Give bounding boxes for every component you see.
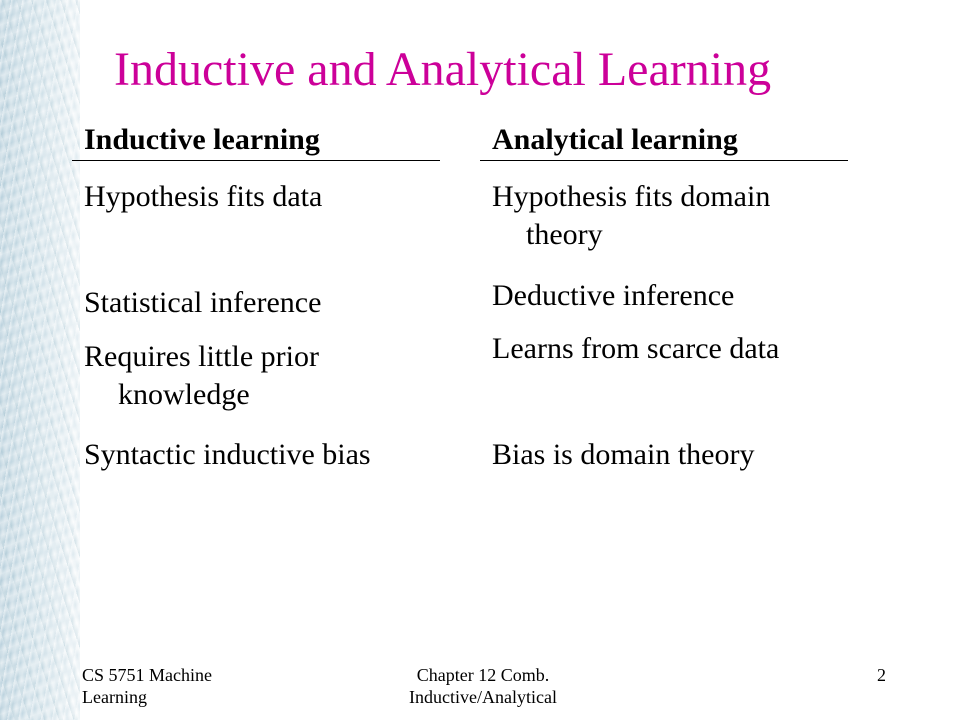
left-item-bias [72, 436, 371, 474]
left-item-statistical [72, 284, 321, 322]
right-item-hypothesis-text: Hypothesis fits domain [492, 180, 771, 213]
right-item-deductive-text: Deductive inference [492, 279, 735, 312]
slide-title: Inductive and Analytical Learning [114, 43, 772, 96]
footer-page-number: 2 [877, 665, 886, 685]
left-item-hypothesis-text: Hypothesis fits data [84, 180, 323, 213]
right-item-scarce [480, 330, 779, 368]
right-item-hypothesis-continuation: theory [526, 218, 603, 251]
right-column [480, 122, 850, 161]
footer-course: CS 5751 Machine Learning [82, 665, 212, 707]
left-item-prior-continuation: knowledge [118, 378, 250, 411]
right-item-bias-text: Bias is domain theory [492, 438, 755, 471]
left-item-statistical-text: Statistical inference [84, 286, 322, 319]
footer-chapter: Chapter 12 Comb. Inductive/Analytical [409, 665, 557, 707]
right-column-rule [480, 160, 848, 161]
right-column-heading: Analytical learning [492, 123, 738, 156]
right-item-deductive [480, 277, 734, 315]
left-column-rule [72, 160, 440, 161]
left-item-bias-text: Syntactic inductive bias [84, 438, 371, 471]
right-item-scarce-text: Learns from scarce data [492, 332, 780, 365]
sidebar-texture [0, 0, 80, 720]
left-item-prior [72, 338, 319, 414]
left-item-hypothesis [72, 178, 322, 216]
left-item-prior-text: Requires little prior [84, 340, 319, 373]
left-column [72, 122, 442, 161]
right-item-bias [480, 436, 754, 474]
right-item-hypothesis [480, 178, 770, 254]
left-column-heading: Inductive learning [84, 123, 320, 156]
